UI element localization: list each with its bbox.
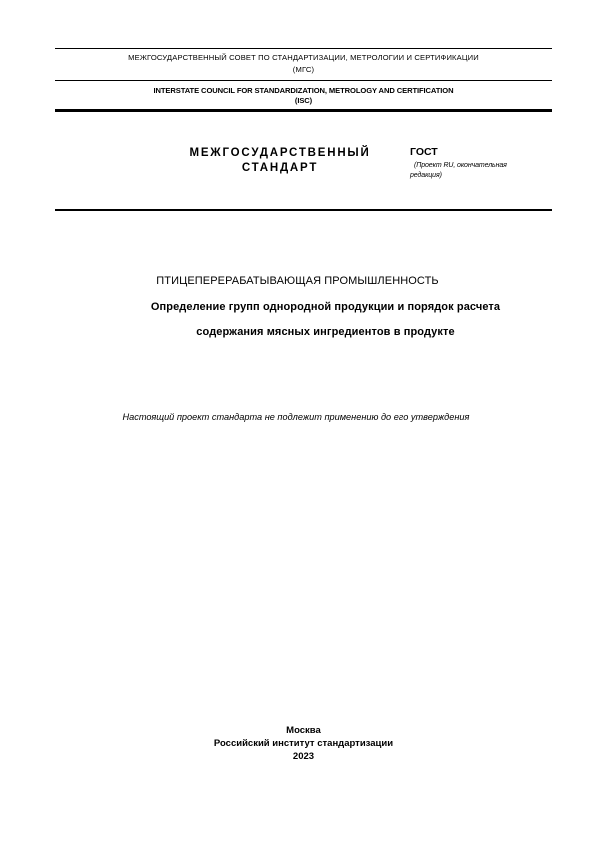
standard-kind-line1: МЕЖГОСУДАРСТВЕННЫЙ: [189, 147, 371, 159]
draft-note: [410, 160, 550, 182]
council-ru: [55, 52, 552, 76]
draft-note-line1: (Проект RU, окончательная: [414, 162, 507, 169]
council-ru-name: МЕЖГОСУДАРСТВЕННЫЙ СОВЕТ ПО СТАНДАРТИЗАЦИИ, МЕТРОЛОГИИ И СЕРТИФИКАЦИИ: [128, 53, 479, 62]
council-en: [55, 86, 552, 106]
council-en-name: INTERSTATE COUNCIL FOR STANDARDIZATION, METROLOGY AND CERTIFICATION: [153, 86, 454, 95]
document-title: ПТИЦЕПЕРЕРАБАТЫВАЮЩАЯ ПРОМЫШЛЕННОСТЬ: [156, 275, 439, 287]
draft-notice: Настоящий проект стандарта не подлежит применению до его утверждения: [122, 412, 470, 422]
draft-note-line2: редакция): [410, 172, 442, 179]
footer-institute: Российский институт стандартизации: [213, 738, 394, 749]
standard-kind: [160, 146, 400, 176]
document-subtitle-line1: Определение групп однородной продукции и порядок расчета: [150, 301, 501, 313]
standard-code: ГОСТ: [410, 146, 438, 158]
header-divider-thin: [55, 80, 552, 81]
council-ru-abbr: (МГС): [292, 65, 315, 74]
document-subtitle-line2: содержания мясных ингредиентов в продукте: [196, 326, 455, 338]
top-rule-thin: [55, 48, 552, 49]
council-en-abbr: (ISC): [294, 96, 313, 105]
footer-city: Москва: [286, 725, 321, 736]
header-divider-thick: [55, 109, 552, 112]
standard-kind-line2: СТАНДАРТ: [241, 162, 319, 174]
designation-divider: [55, 209, 552, 211]
footer-year: 2023: [292, 751, 315, 762]
